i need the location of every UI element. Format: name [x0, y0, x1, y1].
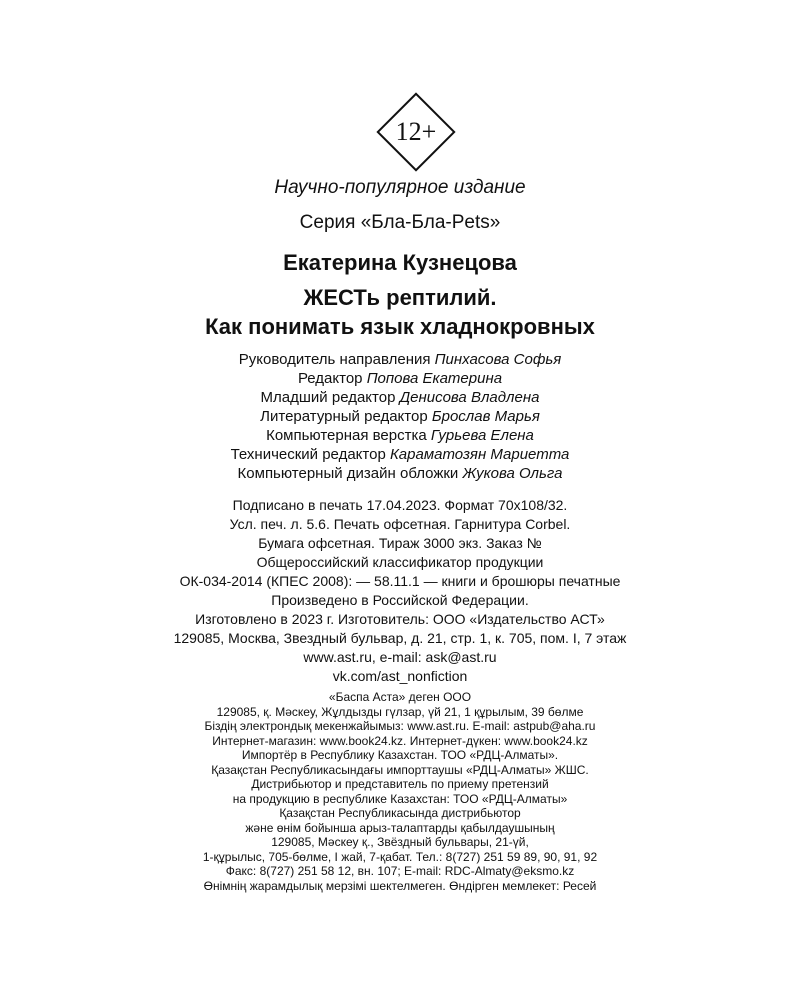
credits-list [0, 350, 800, 483]
imprint-block [0, 496, 800, 686]
kz-line: Біздің электрондық мекенжайымыз: www.ast.ru. E-mail: astpub@aha.ru [204, 719, 596, 733]
kz-line: Қазақстан Республикасында дистрибьютор [279, 806, 521, 820]
kz-line: Интернет-магазин: www.book24.kz. Интернет-дүкен: www.book24.kz [212, 733, 588, 748]
credit-person: Попова Екатерина [366, 370, 503, 387]
credit-line [0, 445, 800, 464]
credit-role: Младший редактор [260, 389, 396, 406]
credit-person: Жукова Ольга [462, 465, 563, 482]
credit-role: Компьютерный дизайн обложки [237, 465, 459, 482]
kz-line: Импортёр в Республику Казахстан. ТОО «РДЦ-Алматы». [241, 748, 559, 762]
edition-type: Научно-популярное издание [274, 177, 526, 198]
imprint-line: Произведено в Российской Федерации. [271, 592, 529, 608]
imprint-line: Подписано в печать 17.04.2023. Формат 70x108/32. [232, 497, 568, 513]
kz-line: 129085, қ. Мәскеу, Жұлдызды гүлзар, үй 21, 1 құрылым, 39 бөлме [216, 704, 584, 719]
imprint-line: Бумага офсетная. Тираж 3000 экз. Заказ № [258, 535, 542, 551]
credit-role: Литературный редактор [260, 408, 428, 425]
credit-line [0, 350, 800, 369]
imprint-line: www.ast.ru, e-mail: ask@ast.ru [303, 649, 497, 665]
credit-role: Редактор [297, 370, 363, 387]
kz-line: Дистрибьютор и представитель по приему претензий [251, 777, 549, 791]
kz-line: 129085, Мәскеу қ., Звёздный бульвары, 21-үй, [271, 835, 529, 849]
imprint-line: ОК-034-2014 (КПЕС 2008): — 58.11.1 — книги и брошюры печатные [179, 573, 621, 589]
credit-person: Брослав Марья [431, 408, 540, 425]
kazakhstan-distribution-block [0, 690, 800, 893]
credit-person: Караматозян Мариетта [389, 446, 570, 463]
credit-line [0, 464, 800, 483]
imprint-line: Усл. печ. л. 5.6. Печать офсетная. Гарнитура Corbel. [229, 516, 571, 532]
kz-line: на продукцию в республике Казахстан: ТОО «РДЦ-Алматы» [232, 791, 568, 806]
credit-line [0, 369, 800, 388]
credit-line [0, 388, 800, 407]
kz-line: «Баспа Аста» деген ООО [328, 690, 472, 704]
kz-line: Факс: 8(727) 251 58 12, вн. 107; E-mail: RDC-Almaty@eksmo.kz [225, 864, 575, 878]
imprint-line: vk.com/ast_nonfiction [332, 668, 468, 684]
book-title-line-2: Как понимать язык хладнокровных [205, 314, 595, 339]
credit-line [0, 407, 800, 426]
series-name: Серия «Бла-Бла-Pets» [299, 212, 501, 233]
credit-person: Гурьева Елена [430, 427, 534, 444]
author-name: Екатерина Кузнецова [283, 250, 517, 275]
kz-line: және өнім бойынша арыз-талаптарды қабылдаушының [245, 820, 555, 835]
imprint-line: Изготовлено в 2023 г. Изготовитель: ООО «Издательство АСТ» [195, 611, 605, 627]
credit-person: Пинхасова Софья [434, 351, 562, 368]
kz-line: Өнімнің жарамдылық мерзімі шектелмеген. Өндірген мемлекет: Ресей [203, 878, 597, 893]
credit-person: Денисова Владлена [399, 389, 540, 406]
credit-line [0, 426, 800, 445]
kz-line: 1-құрылыс, 705-бөлме, I жай, 7-қабат. Тел.: 8(727) 251 59 89, 90, 91, 92 [202, 849, 598, 864]
credit-role: Руководитель направления [238, 351, 431, 368]
age-rating-badge [376, 92, 456, 172]
credit-role: Технический редактор [230, 446, 386, 463]
age-rating-text: 12+ [395, 117, 437, 146]
credit-role: Компьютерная верстка [266, 427, 427, 444]
imprint-line: 129085, Москва, Звездный бульвар, д. 21, стр. 1, к. 705, пом. I, 7 этаж [173, 630, 627, 646]
book-title-line-1: ЖЕСТь рептилий. [303, 285, 497, 310]
kz-line: Қазақстан Республикасындағы импорттаушы «РДЦ-Алматы» ЖШС. [211, 762, 589, 777]
imprint-line: Общероссийский классификатор продукции [256, 554, 544, 570]
